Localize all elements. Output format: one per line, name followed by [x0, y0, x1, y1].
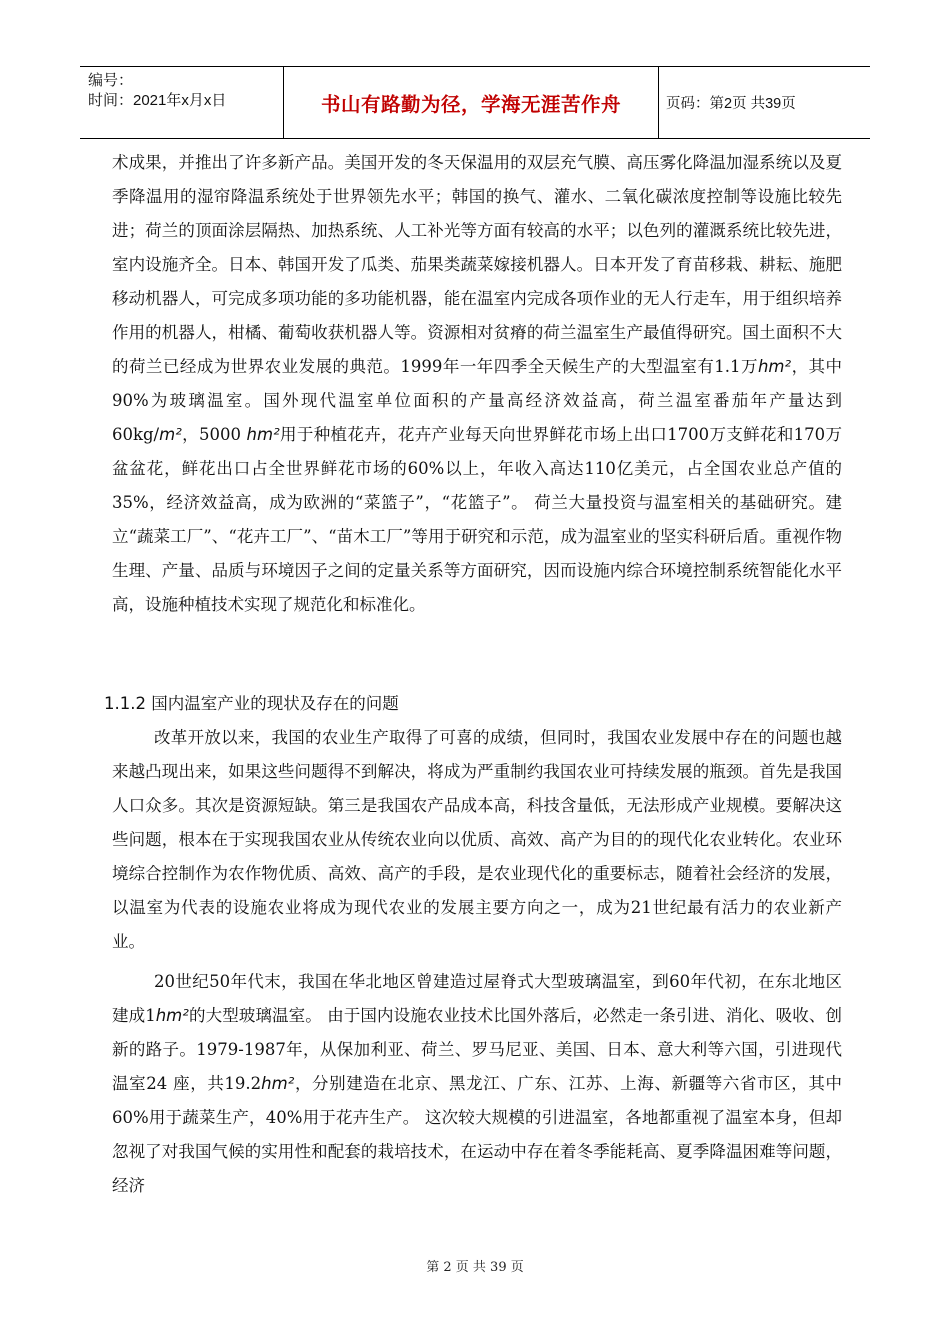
unit-square-meter: m² — [159, 425, 182, 444]
paragraph-domestic-history: 20世纪50年代末，我国在华北地区曾建造过屋脊式大型玻璃温室，到60年代初，在东北地区建成1hm²的大型玻璃温室。 由于国内设施农业技术比国外落后，必然走一条引进、消化、吸收、创新的路子。1979-1987年，从保加利亚、荷兰、罗马尼亚、美国、日本、意大利等六国，引进现代温室24 座，共19.2hm²，分别建造在北京、黑龙江、广东、江苏、上海、新疆等六省市区，其中60%用于蔬菜生产，40%用于花卉生产。 这次较大规模的引进温室，各地都重视了温室本身，但却忽视了对我国气候的实用性和配套的栽培技术，在运动中存在着冬季能耗高、夏季降温困难等问题，经济 — [112, 972, 842, 1195]
paragraph-netherlands: 术成果，并推出了许多新产品。美国开发的冬天保温用的双层充气膜、高压雾化降温加湿系统以及夏季降温用的湿帘降温系统处于世界领先水平；韩国的换气、灌水、二氧化碳浓度控制等设施比较先进；荷兰的顶面涂层隔热、加热系统、人工补光等方面有较高的水平；以色列的灌溉系统比较先进，室内设施齐全。日本、韩国开发了瓜类、茄果类蔬菜嫁接机器人。日本开发了育苗移栽、耕耘、施肥移动机器人，可完成多项功能的多功能机器，能在温室内完成各项作业的无人行走车，用于组织培养作用的机器人，柑橘、葡萄收获机器人等。资源相对贫瘠的荷兰温室生产最值得研究。国土面积不大的荷兰已经成为世界农业发展的典范。1999年一年四季全天候生产的大型温室有1.1万hm²，其中90%为玻璃温室。国外现代温室单位面积的产量高经济效益高，荷兰温室番茄年产量达到60kg/m²，5000 hm²用于种植花卉，花卉产业每天向世界鲜花市场上出口1700万支鲜花和170万盆盆花，鲜花出口占全世界鲜花市场的60%以上，年收入高达110亿美元，占全国农业总产值的35%，经济效益高，成为欧洲的“菜篮子”，“花篮子”。 荷兰大量投资与温室相关的基础研究。建立“蔬菜工厂”、“花卉工厂”、“苗木工厂”等用于研究和示范，成为温室业的坚实科研后盾。重视作物生理、产量、品质与环境因子之间的定量关系等方面研究，因而设施内综合环境控制系统智能化水平高，设施种植技术实现了规范化和标准化。 — [112, 153, 843, 614]
body-text — [112, 146, 842, 622]
date-label: 时间：2021年x月x日 — [88, 92, 227, 109]
paragraph-domestic-status: 改革开放以来，我国的农业生产取得了可喜的成绩，但同时，我国农业发展中存在的问题也越来越凸现出来，如果这些问题得不到解决，将成为严重制约我国农业可持续发展的瓶颈。首先是我国人口众多。其次是资源短缺。第三是我国农产品成本高，科技含量低，无法形成产业规模。要解决这些问题，根本在于实现我国农业从传统农业向以优质、高效、高产为目的的现代化农业转化。农业环境综合控制作为农作物优质、高效、高产的手段，是农业现代化的重要标志，随着社会经济的发展，以温室为代表的设施农业将成为现代农业的发展主要方向之一，成为21世纪最有活力的农业新产业。 — [112, 728, 842, 951]
unit-hectare: hm² — [155, 1006, 189, 1025]
document-header — [80, 66, 870, 139]
page-footer: 第 2 页 共 39 页 — [426, 1260, 524, 1275]
unit-hectare: hm² — [261, 1074, 295, 1093]
header-meta — [88, 71, 283, 111]
section-heading: 1.1.2 国内温室产业的现状及存在的问题 — [104, 694, 399, 713]
header-motto: 书山有路勤为径，学海无涯苦作舟 — [320, 92, 621, 116]
number-label: 编号： — [88, 72, 134, 89]
body-text-2 — [112, 721, 842, 1203]
page-info: 页码：第2页 共39页 — [666, 96, 796, 112]
unit-hectare: hm² — [246, 425, 280, 444]
header-divider — [658, 67, 659, 138]
unit-hectare: hm² — [757, 357, 792, 376]
